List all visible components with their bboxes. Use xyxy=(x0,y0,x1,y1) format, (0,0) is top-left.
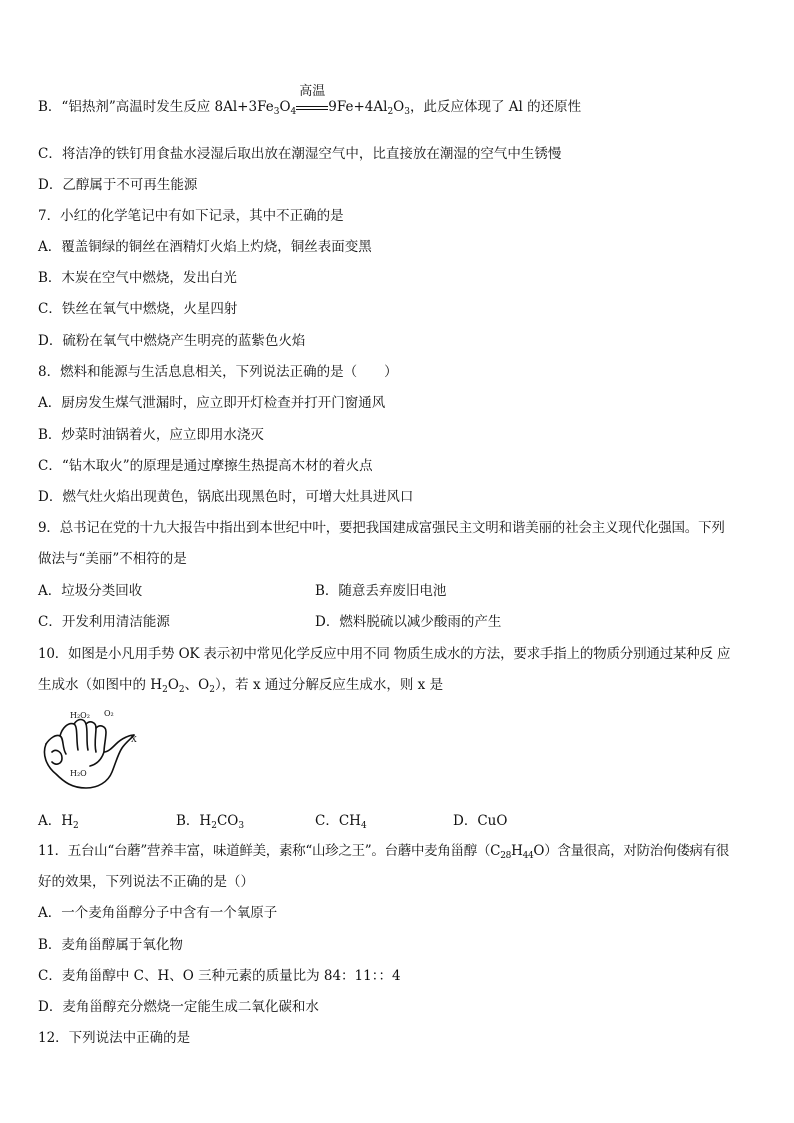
q9-option-a: A．垃圾分类回收 xyxy=(38,583,143,599)
hand-drawing xyxy=(38,704,148,796)
q8-option-c: C．“钻木取火”的原理是通过摩擦生热提高木材的着火点 xyxy=(38,458,373,474)
q12-stem: 12．下列说法中正确的是 xyxy=(38,1030,191,1046)
q10-option-b: B．$H_2CO_3$ xyxy=(176,813,245,831)
q11-option-d: D．麦角甾醇充分燃烧一定能生成二氧化碳和水 xyxy=(38,999,319,1015)
label-o2: O₂ xyxy=(104,709,114,718)
q7-stem: 7．小红的化学笔记中有如下记录，其中不正确的是 xyxy=(38,208,344,224)
q7-option-a: A．覆盖铜绿的铜丝在酒精灯火焰上灼烧，铜丝表面变黑 xyxy=(38,239,372,255)
q8-option-d: D．燃气灶火焰出现黄色，锅底出现黑色时，可增大灶具进风口 xyxy=(38,489,414,505)
q10-option-a: A．$H_2$ xyxy=(38,813,79,831)
q10-option-d: D．CuO xyxy=(453,813,508,829)
q11-option-b: B．麦角甾醇属于氧化物 xyxy=(38,937,183,953)
q8-option-a: A．厨房发生煤气泄漏时，应立即开灯检查并打开门窗通风 xyxy=(38,395,386,411)
q11-stem-line1: 11．五台山“台蘑”营养丰富，味道鲜美，素称“山珍之王”。台蘑中麦角甾醇$(C_{28}H_{44}O)$含量很高，对防治佝偻病有很 xyxy=(38,843,729,861)
q11-stem-line2: 好的效果，下列说法不正确的是（） xyxy=(38,874,254,890)
ok-hand-figure xyxy=(38,704,148,796)
q10-option-c: C．$CH_4$ xyxy=(315,813,367,831)
q6-option-c: C．将洁净的铁钉用食盐水浸湿后取出放在潮湿空气中，比直接放在潮湿的空气中生锈慢 xyxy=(38,146,562,162)
q9-stem-line2: 做法与“美丽”不相符的是 xyxy=(38,551,187,567)
q9-stem-line1: 9．总书记在党的十九大报告中指出到本世纪中叶，要把我国建成富强民主文明和谐美丽的社会主义现代化强国。下列 xyxy=(38,520,725,536)
reaction-condition: 高温 xyxy=(296,98,328,116)
q10-stem-line1: 10．如图是小凡用手势 OK 表示初中常见化学反应中用不同 物质生成水的方法，要求手指上的物质分别通过某种反 应 xyxy=(38,646,731,662)
q10-stem-line2: 生成水（如图中的 $H_2O_2$、$O_2$），若 x 通过分解反应生成水，则 x 是 xyxy=(38,677,444,695)
q8-option-b: B．炒菜时油锅着火，应立即用水浇灭 xyxy=(38,427,264,443)
label-x: X xyxy=(131,735,137,744)
q6-option-b: B．“铝热剂”高温时发生反应 $8Al+3Fe_3O_4$ 高温 $9Fe+4Al_2O_3$，此反应体现了 Al 的还原性 xyxy=(38,84,582,117)
q11-option-a: A．一个麦角甾醇分子中含有一个氧原子 xyxy=(38,905,278,921)
q6-option-d: D．乙醇属于不可再生能源 xyxy=(38,177,198,193)
q9-option-b: B．随意丢弃废旧电池 xyxy=(315,583,447,599)
q7-option-c: C．铁丝在氧气中燃烧，火星四射 xyxy=(38,301,238,317)
q7-option-b: B．木炭在空气中燃烧，发出白光 xyxy=(38,270,237,286)
q7-option-d: D．硫粉在氧气中燃烧产生明亮的蓝紫色火焰 xyxy=(38,333,306,349)
q9-option-c: C．开发利用清洁能源 xyxy=(38,614,170,630)
label-h2o2: H₂O₂ xyxy=(70,711,90,720)
label-h2o: H₂O xyxy=(70,769,87,778)
q9-option-d: D．燃料脱硫以减少酸雨的产生 xyxy=(315,614,502,630)
q11-option-c: C．麦角甾醇中 C、H、O 三种元素的质量比为 84：11：：4 xyxy=(38,968,401,984)
q8-stem: 8．燃料和能源与生活息息相关，下列说法正确的是（ ） xyxy=(38,364,398,380)
